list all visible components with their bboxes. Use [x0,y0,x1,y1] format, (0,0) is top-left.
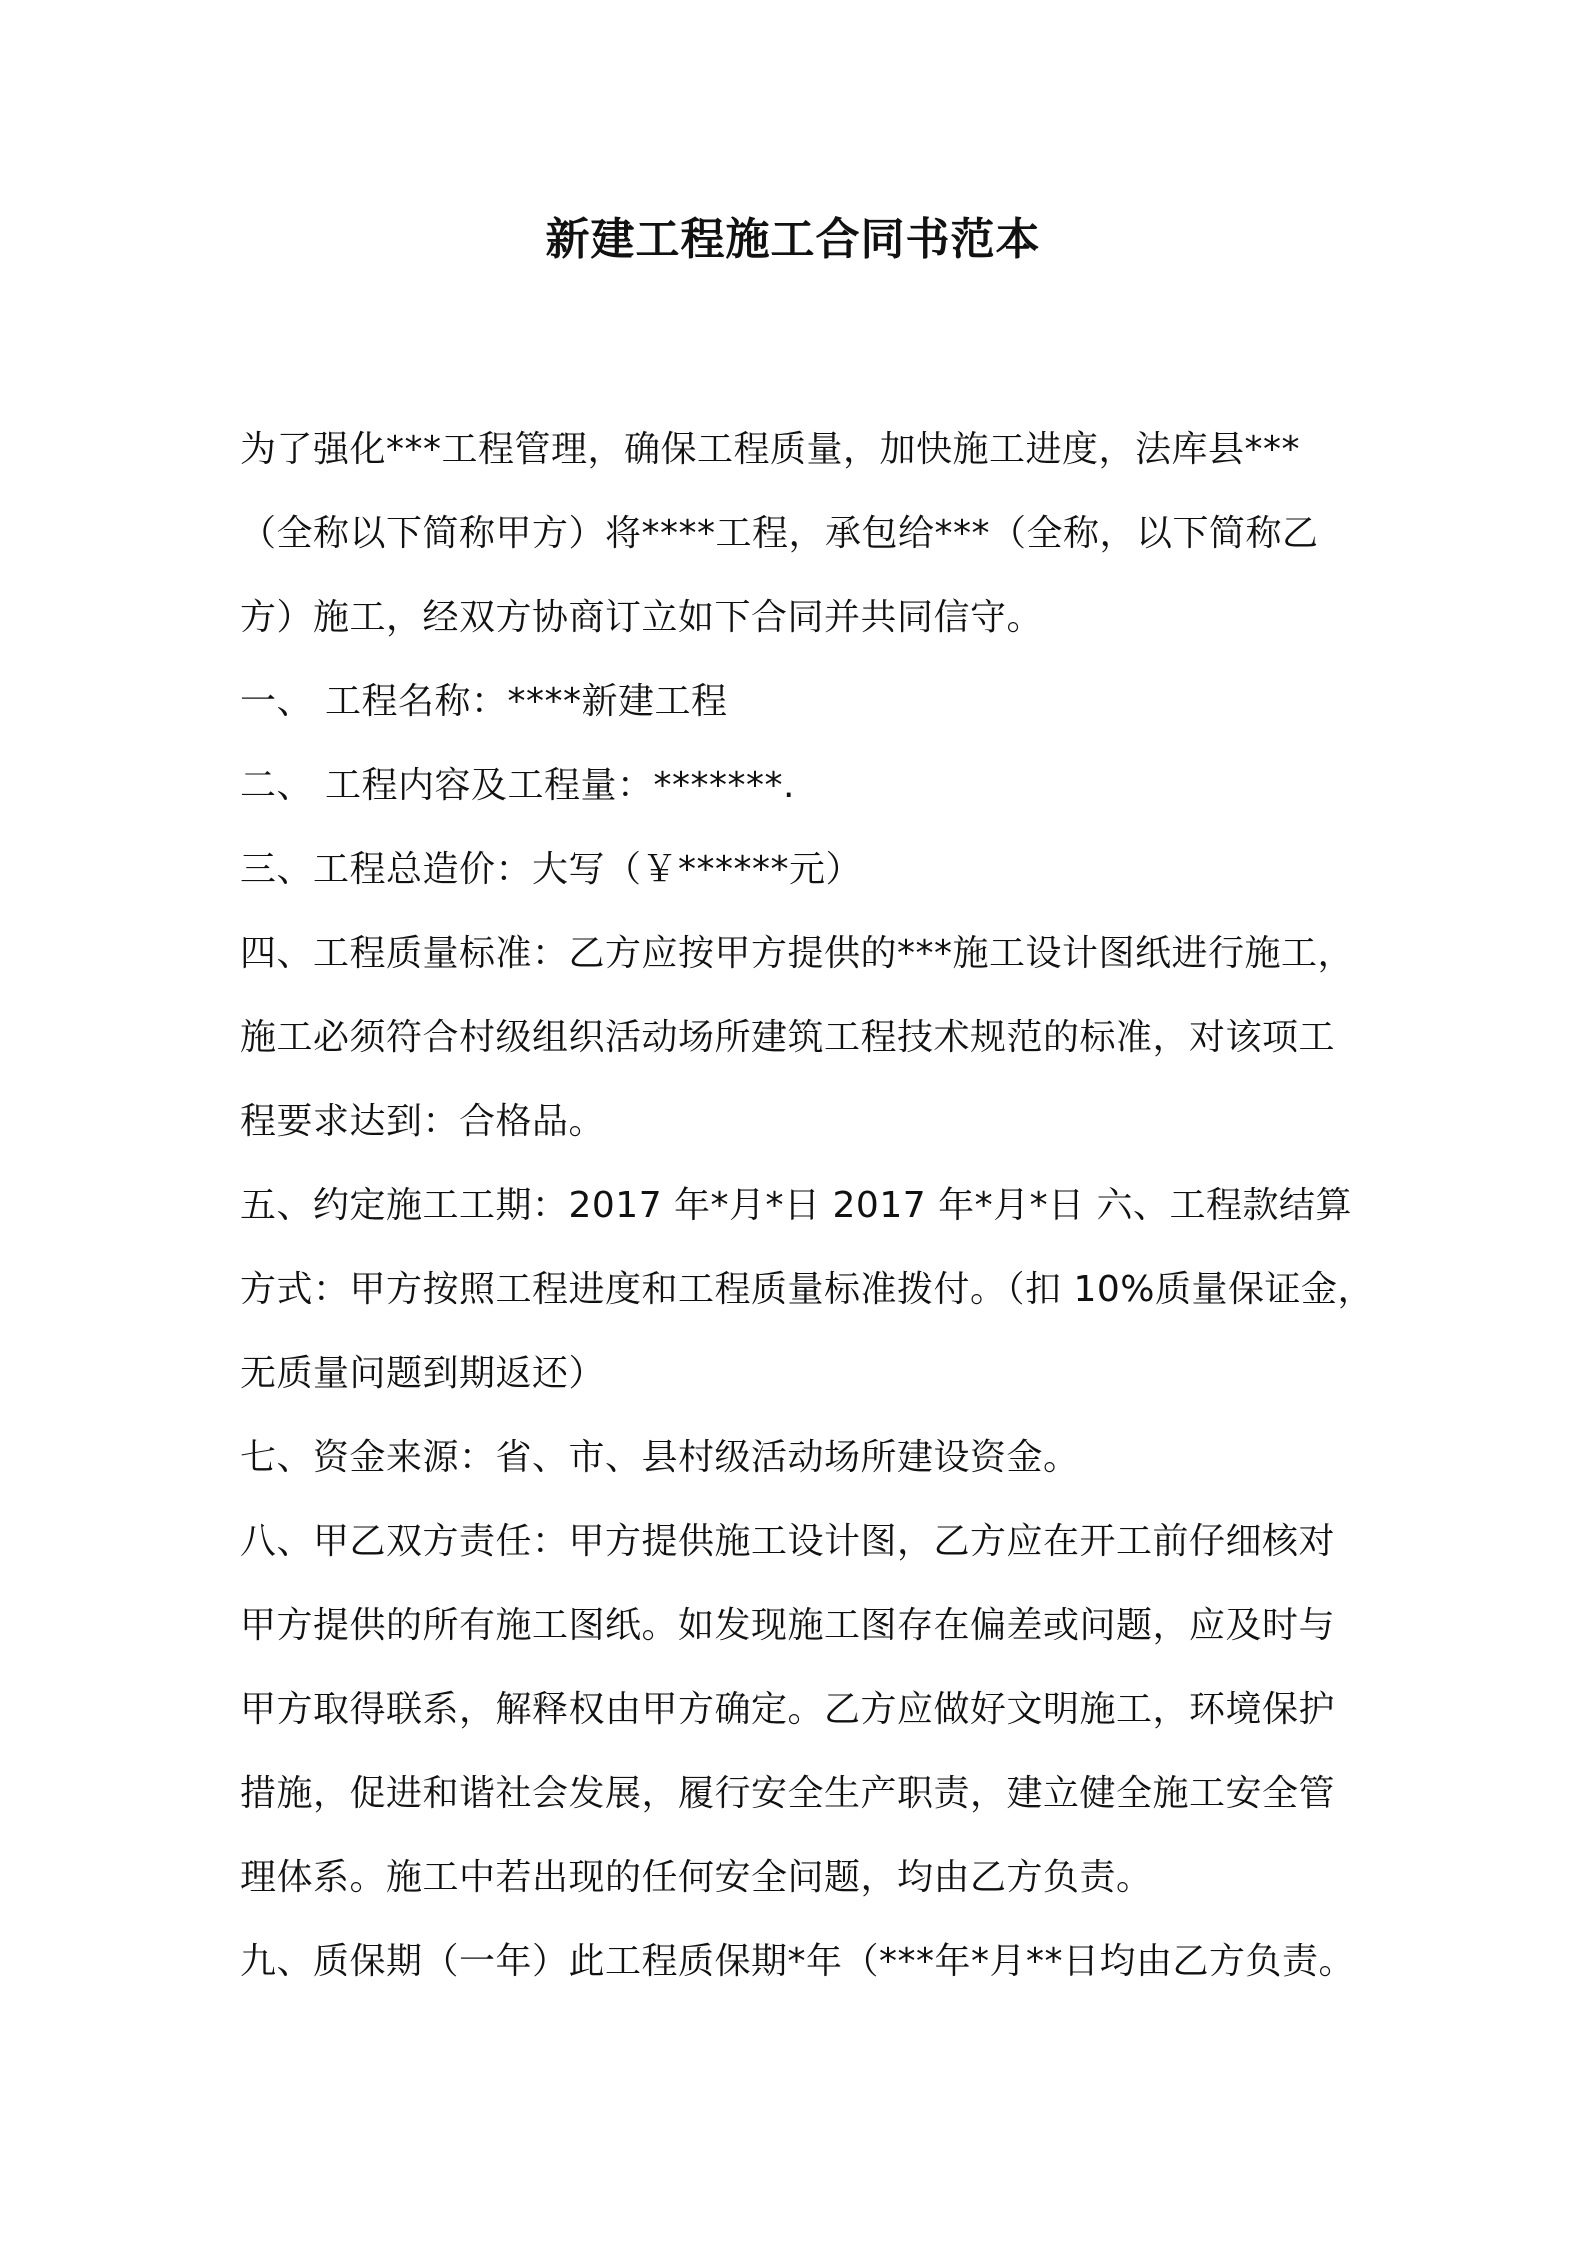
clause-8-line: 八、甲乙双方责任：甲方提供施工设计图，乙方应在开工前仔细核对 [240,1521,1336,1562]
clause-2-line: 二、 工程内容及工程量：*******. [240,765,795,806]
clause-4-line: 四、工程质量标准：乙方应按甲方提供的***施工设计图纸进行施工， [240,933,1355,974]
body-line: 施工必须符合村级组织活动场所建筑工程技术规范的标准，对该项工 [240,1017,1336,1058]
body-line: 方式：甲方按照工程进度和工程质量标准拨付。（扣 10%质量保证金， [240,1269,1374,1310]
clause-1-line: 一、 工程名称：****新建工程 [240,681,728,722]
body-line: 程要求达到：合格品。 [240,1101,606,1142]
document-title: 新建工程施工合同书范本 [545,214,1041,265]
body-line: 甲方取得联系，解释权由甲方确定。乙方应做好文明施工，环境保护 [240,1689,1336,1730]
clause-9-line: 九、质保期（一年）此工程质保期*年（***年*月**日均由乙方负责。 [240,1941,1356,1982]
clause-7-line: 七、资金来源：省、市、县村级活动场所建设资金。 [240,1437,1080,1478]
body-line: 无质量问题到期返还） [240,1353,606,1394]
body-line: 为了强化***工程管理，确保工程质量，加快施工进度，法库县*** [240,429,1301,470]
body-line: （全称以下简称甲方）将****工程，承包给***（全称，以下简称乙 [240,513,1319,554]
clause-5-line: 五、约定施工工期：2017 年*月*日 2017 年*月*日 六、工程款结算 [240,1185,1353,1226]
document-body [240,408,1374,2004]
body-line: 方）施工，经双方协商订立如下合同并共同信守。 [240,597,1044,638]
body-line: 甲方提供的所有施工图纸。如发现施工图存在偏差或问题，应及时与 [240,1605,1336,1646]
body-line: 措施，促进和谐社会发展，履行安全生产职责，建立健全施工安全管 [240,1773,1336,1814]
body-line: 理体系。施工中若出现的任何安全问题，均由乙方负责。 [240,1857,1153,1898]
clause-3-line: 三、工程总造价：大写（￥******元） [240,849,863,890]
